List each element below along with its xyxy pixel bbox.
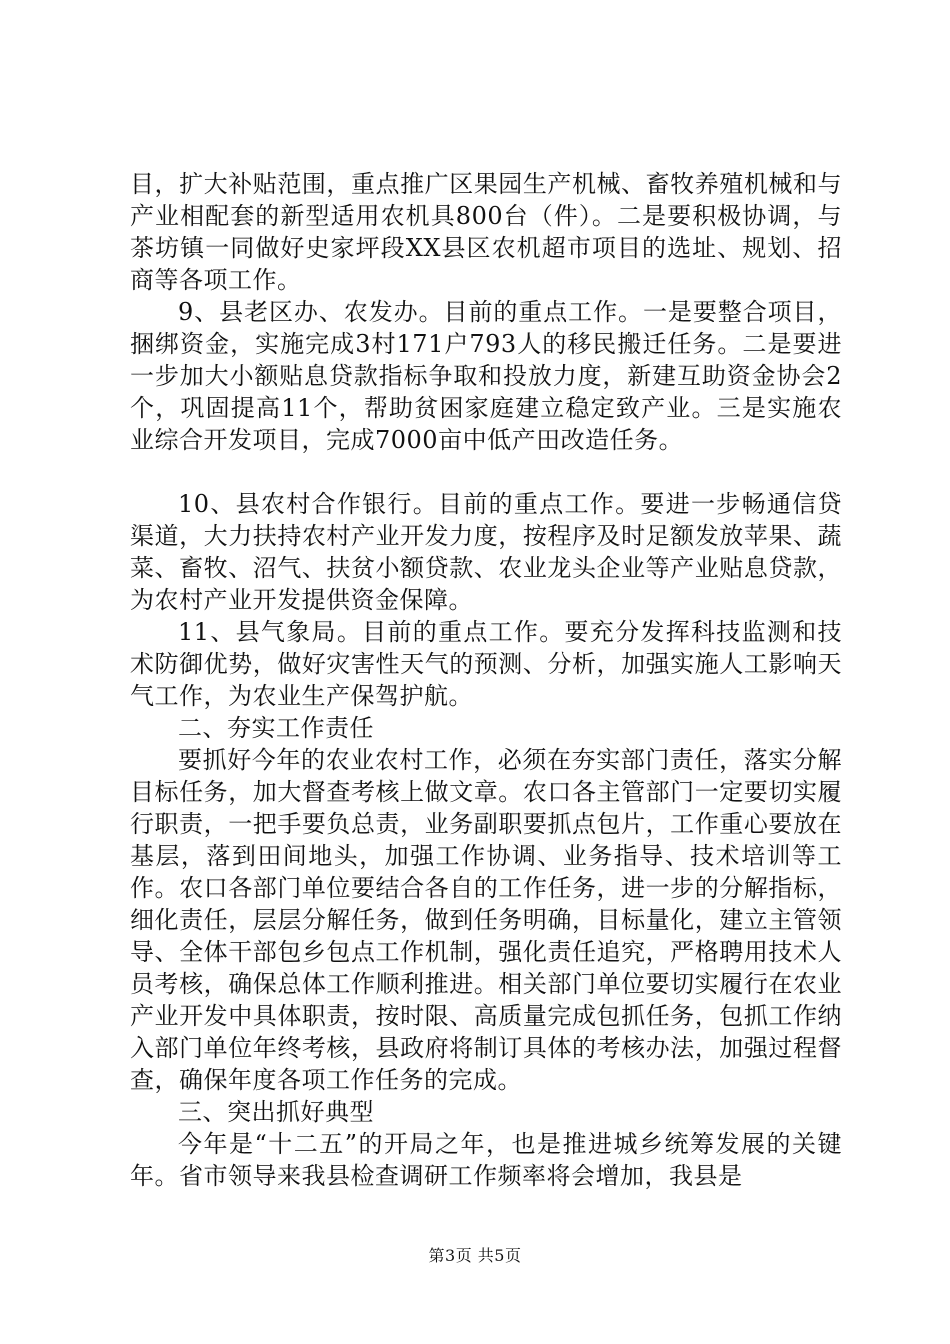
section-heading-3: 三、突出抓好典型 — [178, 1098, 374, 1126]
paragraph-item-11: 11、县气象局。目前的重点工作。要充分发挥科技监测和技术防御优势，做好灾害性天气的预测、分析，加强实施人工影响天气工作，为农业生产保驾护航。 — [130, 618, 842, 710]
paragraph-section-2-body: 要抓好今年的农业农村工作，必须在夯实部门责任，落实分解目标任务，加大督查考核上做文章。农口各主管部门一定要切实履行职责，一把手要负总责，业务副职要抓点包片，工作重心要放在基层，落到田间地头，加强工作协调、业务指导、技术培训等工作。农口各部门单位要结合各自的工作任务，进一步的分解指标，细化责任，层层分解任务，做到任务明确，目标量化，建立主管领导、全体干部包乡包点工作机制，强化责任追究，严格聘用技术人员考核，确保总体工作顺利推进。相关部门单位要切实履行在农业产业开发中具体职责，按时限、高质量完成包抓任务，包抓工作纳入部门单位年终考核，县政府将制订具体的考核办法，加强过程督查，确保年度各项工作任务的完成。 — [130, 746, 842, 1094]
paragraph-section-3-body: 今年是“十二五”的开局之年，也是推进城乡统筹发展的关键年。省市领导来我县检查调研工作频率将会增加，我县是 — [130, 1130, 842, 1190]
page-number-footer: 第3页 共5页 — [428, 1246, 522, 1265]
paragraph-item-9: 9、县老区办、农发办。目前的重点工作。一是要整合项目，捆绑资金，实施完成3村171户793人的移民搬迁任务。二是要进一步加大小额贴息贷款指标争取和投放力度，新建互助资金协会2个，巩固提高11个，帮助贫困家庭建立稳定致产业。三是实施农业综合开发项目，完成7000亩中低产田改造任务。 — [130, 298, 842, 454]
document-body — [130, 168, 842, 1192]
section-heading-2: 二、夯实工作责任 — [178, 714, 374, 742]
paragraph-item-10: 10、县农村合作银行。目前的重点工作。要进一步畅通信贷渠道，大力扶持农村产业开发力度，按程序及时足额发放苹果、蔬菜、畜牧、沼气、扶贫小额贷款、农业龙头企业等产业贴息贷款，为农村产业开发提供资金保障。 — [130, 490, 842, 614]
paragraph-continuation: 目，扩大补贴范围，重点推广区果园生产机械、畜牧养殖机械和与产业相配套的新型适用农机具800台（件）。二是要积极协调，与茶坊镇一同做好史家坪段XX县区农机超市项目的选址、规划、招商等各项工作。 — [130, 170, 842, 294]
